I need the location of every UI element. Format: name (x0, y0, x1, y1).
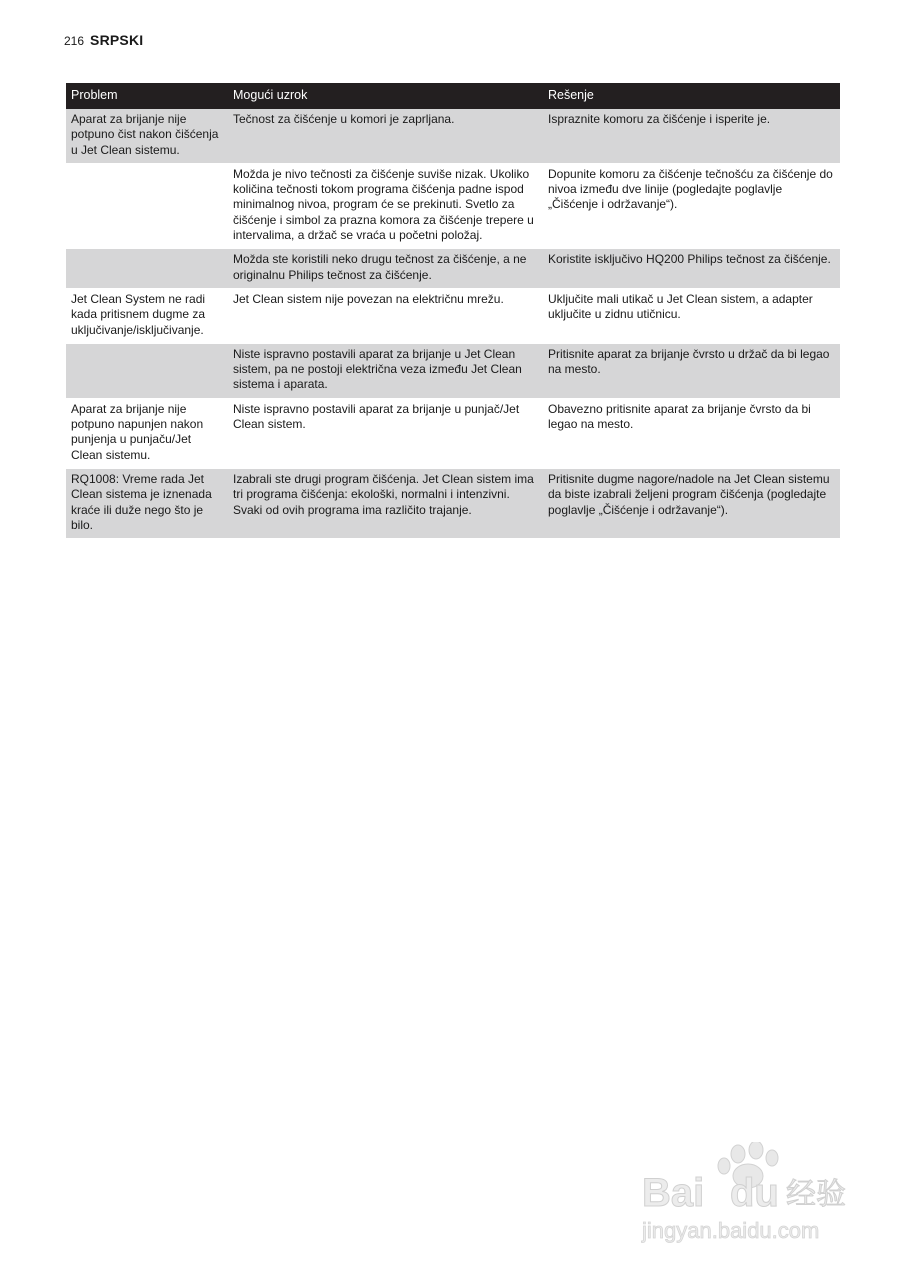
table-row (66, 288, 840, 343)
cause-cell: Tečnost za čišćenje u komori je zaprljana. (228, 109, 543, 163)
solution-cell: Ispraznite komoru za čišćenje i isperite je. (543, 109, 840, 163)
cause-cell: Izabrali ste drugi program čišćenja. Jet Clean sistem ima tri programa čišćenja: ekološki, normalni i intenzivni. Svaki od ovih programa ima različito trajanje. (228, 468, 543, 538)
problem-cell: RQ1008: Vreme rada Jet Clean sistema je iznenada kraće ili duže nego što je bilo. (66, 468, 228, 538)
problem-cell (66, 163, 228, 248)
problem-cell: Aparat za brijanje nije potpuno čist nakon čišćenja u Jet Clean sistemu. (66, 109, 228, 163)
table-row (66, 249, 840, 289)
solution-cell: Pritisnite aparat za brijanje čvrsto u držač da bi legao na mesto. (543, 343, 840, 398)
solution-cell: Koristite isključivo HQ200 Philips tečnost za čišćenje. (543, 249, 840, 289)
svg-text:Bai: Bai (642, 1171, 705, 1215)
cause-cell: Niste ispravno postavili aparat za brijanje u Jet Clean sistem, pa ne postoji električna veza između Jet Clean sistema i aparata. (228, 343, 543, 398)
svg-text:jingyan.baidu.com: jingyan.baidu.com (642, 1218, 820, 1243)
cause-cell: Niste ispravno postavili aparat za brijanje u punjač/Jet Clean sistem. (228, 398, 543, 468)
column-header-problem: Problem (66, 83, 228, 109)
problem-cell: Jet Clean System ne radi kada pritisnem dugme za uključivanje/isključivanje. (66, 288, 228, 343)
table-row (66, 109, 840, 163)
table-row (66, 468, 840, 538)
solution-cell: Obavezno pritisnite aparat za brijanje čvrsto da bi legao na mesto. (543, 398, 840, 468)
solution-cell: Pritisnite dugme nagore/nadole na Jet Clean sistemu da biste izabrali željeni program čišćenja (pogledajte poglavlje „Čišćenje i održavanje“). (543, 468, 840, 538)
problem-cell: Aparat za brijanje nije potpuno napunjen nakon punjenja u punjaču/Jet Clean sistemu. (66, 398, 228, 468)
problem-cell (66, 343, 228, 398)
page-header (64, 32, 143, 50)
cause-cell: Jet Clean sistem nije povezan na električnu mrežu. (228, 288, 543, 343)
troubleshooting-table (66, 83, 840, 539)
svg-text:du: du (730, 1171, 779, 1215)
column-header-cause: Mogući uzrok (228, 83, 543, 109)
page-number: 216 (64, 34, 85, 48)
problem-cell (66, 249, 228, 289)
table-header (66, 83, 840, 109)
language-heading: SRPSKI (90, 32, 144, 48)
svg-text:经验: 经验 (786, 1177, 846, 1212)
table-row (66, 398, 840, 468)
column-header-solution: Rešenje (543, 83, 840, 109)
table-row (66, 163, 840, 248)
cause-cell: Možda ste koristili neko drugu tečnost za čišćenje, a ne originalnu Philips tečnost za čišćenje. (228, 249, 543, 289)
cause-cell: Možda je nivo tečnosti za čišćenje suviše nizak. Ukoliko količina tečnosti tokom programa čišćenja padne ispod minimalnog nivoa, program će se prekinuti. Svetlo za čišćenje i simbol za prazna komora za čišćenje trepere u intervalima, a držač se vraća u početni položaj. (228, 163, 543, 248)
solution-cell: Uključite mali utikač u Jet Clean sistem, a adapter uključite u zidnu utičnicu. (543, 288, 840, 343)
baidu-jingyan-watermark (640, 1142, 852, 1246)
solution-cell: Dopunite komoru za čišćenje tečnošću za čišćenje do nivoa između dve linije (pogledajte poglavlje „Čišćenje i održavanje“). (543, 163, 840, 248)
baidu-paw-logo-icon (640, 1142, 852, 1246)
table-row (66, 343, 840, 398)
